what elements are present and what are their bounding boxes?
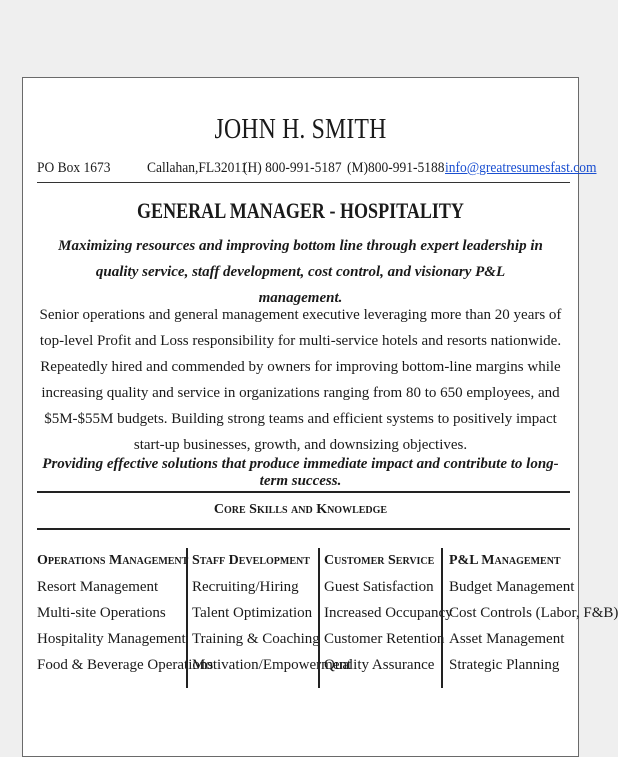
skill-item: Multi-site Operations [37, 605, 166, 621]
skill-item: Food & Beverage Operations [37, 657, 214, 673]
job-headline: GENERAL MANAGER - HOSPITALITY [137, 198, 464, 223]
skill-item: Resort Management [37, 579, 159, 595]
summary-paragraph: Senior operations and general management executive leveraging more than 20 years of top-level Profit and Loss responsibility for multi-service hotels and resorts nationwide. Repeatedly hired and commended by owners for improving bottom-line margins while increasing quality and service in organizations ranging from 80 to 650 employees, and $5M-$55M budgets. Building strong teams and efficient systems to positively impact start-up businesses, growth, and downsizing objectives. [39, 307, 562, 453]
skills-column-customer [318, 548, 453, 688]
skill-item: Asset Management [449, 631, 565, 647]
column-heading: P&L Management [449, 553, 561, 568]
city-zip: Callahan,FL32011 [147, 160, 248, 176]
skill-item: Customer Retention [324, 631, 445, 647]
divider [37, 491, 570, 493]
skill-item: Strategic Planning [449, 657, 560, 673]
email-link[interactable]: info@greatresumesfast.com [445, 160, 597, 176]
skill-item: Quality Assurance [324, 657, 435, 673]
skill-item: Training & Coaching [192, 631, 320, 647]
skill-item: Hospitality Management [37, 631, 186, 647]
skill-item: Budget Management [449, 579, 575, 595]
resume-page [22, 77, 618, 757]
contact-line [37, 160, 597, 183]
column-heading: Operations Management [37, 553, 189, 568]
skill-item: Cost Controls (Labor, F&B) [449, 605, 618, 621]
mobile-phone: (M)800-991-5188 [347, 160, 445, 176]
skill-item: Guest Satisfaction [324, 579, 434, 595]
skill-item: Increased Occupancy [324, 605, 453, 621]
skill-item: Recruiting/Hiring [192, 579, 299, 595]
skill-item: Motivation/Empowerment [192, 657, 352, 673]
skills-column-pl [441, 548, 618, 688]
tagline: Maximizing resources and improving bottom line through expert leadership in quality service, staff development, cost control, and visionary P&L management. [58, 238, 543, 306]
po-box: PO Box 1673 [37, 160, 111, 176]
skill-item: Talent Optimization [192, 605, 313, 621]
home-phone: (H) 800-991-5187 [243, 160, 342, 176]
divider [37, 528, 570, 530]
skills-section-title: Core Skills and Knowledge [213, 502, 388, 517]
column-heading: Customer Service [324, 553, 435, 568]
value-statement: Providing effective solutions that produce immediate impact and contribute to long-term success. [42, 456, 559, 489]
candidate-name: JOHN H. SMITH [214, 113, 387, 145]
column-heading: Staff Development [192, 553, 310, 568]
